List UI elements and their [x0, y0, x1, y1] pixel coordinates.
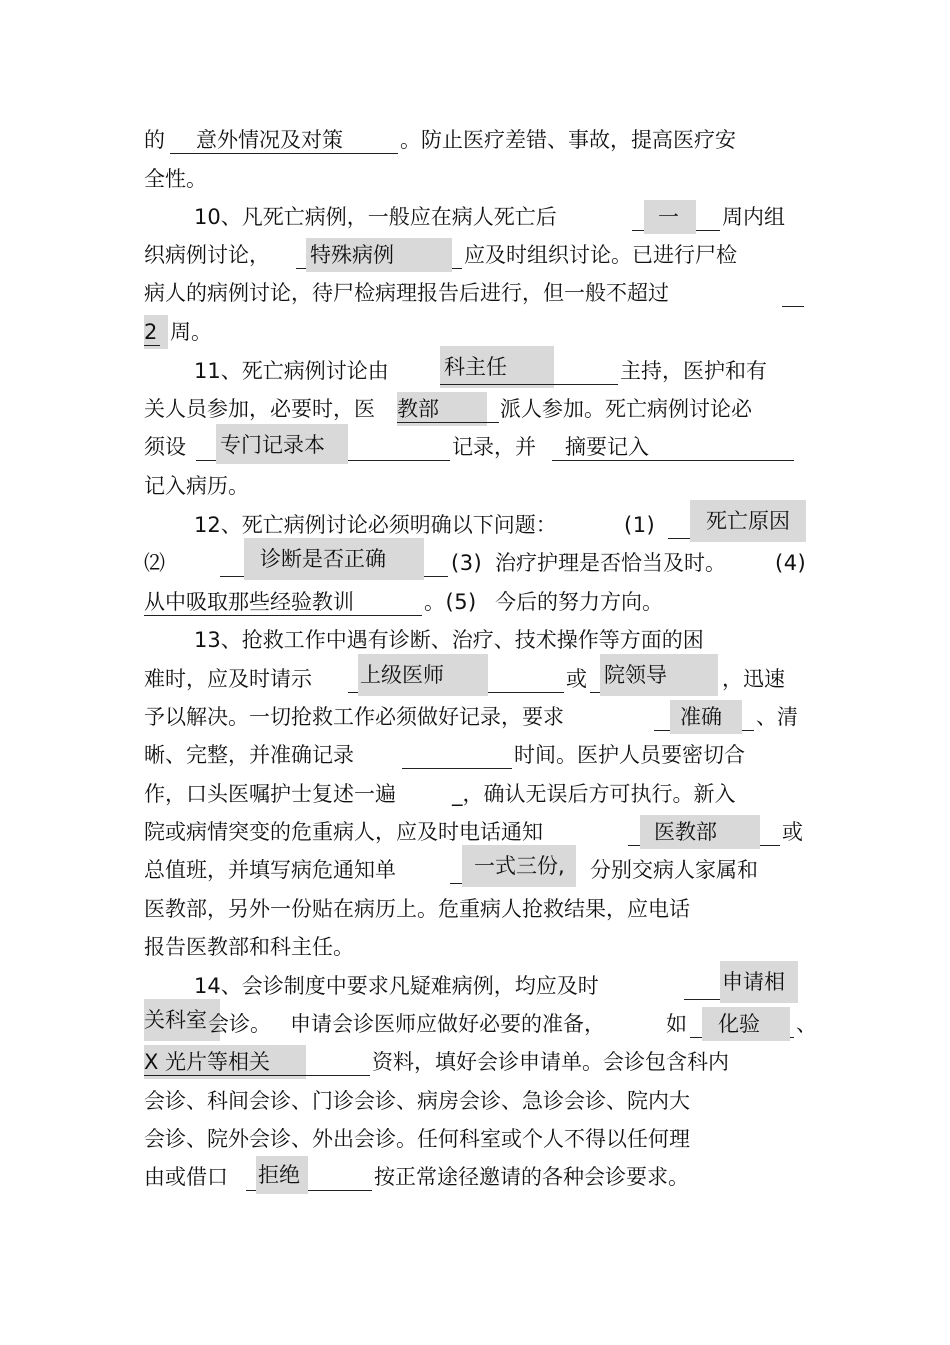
answer-blank	[144, 1045, 306, 1079]
text: 主持，医护和有	[620, 359, 767, 383]
answer-blank	[440, 346, 554, 388]
text: 全性。	[144, 167, 207, 191]
text: 或	[566, 667, 587, 691]
text: 。(5)	[424, 590, 477, 614]
text: 时间。医护人员要密切合	[514, 743, 745, 767]
underline	[144, 1075, 370, 1076]
answer-blank	[216, 424, 348, 464]
text: 资料，填好会诊申请单。会诊包含科内	[372, 1050, 729, 1074]
underline	[402, 768, 512, 769]
answer-text: 诊断是否正确	[260, 547, 386, 571]
text: (1)	[624, 513, 656, 537]
answer-blank	[670, 700, 742, 734]
answer-text: 2	[144, 320, 158, 344]
underline	[397, 422, 499, 423]
answer-text: 一	[658, 205, 679, 229]
answer-blank	[640, 815, 760, 849]
text: 、	[796, 1012, 817, 1036]
text: 周。	[170, 320, 212, 344]
underline	[440, 384, 618, 385]
text: 病人的病例讨论，待尸检病理报告后进行，但一般不超过	[144, 281, 669, 305]
answer-blank	[144, 315, 168, 349]
text: (4)	[775, 551, 807, 575]
text: 院或病情突变的危重病人，应及时电话通知	[144, 820, 543, 844]
answer-blank	[170, 123, 398, 157]
underline	[144, 615, 422, 616]
answer-text: 死亡原因	[706, 509, 790, 533]
text: 总值班，并填写病危通知单	[144, 858, 396, 882]
answer-blank	[600, 654, 718, 696]
text: 应及时组织讨论。已进行尸检	[464, 243, 737, 267]
answer-text: 准确	[680, 705, 722, 729]
text: 今后的努力方向。	[495, 590, 663, 614]
text: 治疗护理是否恰当及时。	[495, 551, 726, 575]
answer-blank	[397, 392, 487, 426]
answer-text: 意外情况及对策	[196, 128, 343, 152]
answer-text: X 光片等相关	[144, 1050, 271, 1074]
text: 报告医教部和科主任。	[144, 935, 354, 959]
text: 难时，应及时请示	[144, 667, 312, 691]
answer-text: 一式三份,	[474, 854, 565, 878]
text: 如	[666, 1012, 687, 1036]
underline	[552, 460, 794, 461]
answer-blank	[690, 500, 806, 542]
answer-text: 科主任	[444, 355, 507, 379]
text: 10、凡死亡病例，一般应在病人死亡后	[194, 205, 557, 229]
answer-text: 特殊病例	[310, 243, 394, 267]
answer-text: 教部	[397, 397, 439, 421]
answer-blank	[256, 1156, 308, 1194]
answer-blank	[702, 1007, 790, 1041]
text: 作，口头医嘱护士复述一遍	[144, 782, 396, 806]
text: 予以解决。一切抢救工作必须做好记录，要求	[144, 705, 564, 729]
text: 医教部，另外一份贴在病历上。危重病人抢救结果，应电话	[144, 897, 690, 921]
text: 晰、完整，并准确记录	[144, 743, 354, 767]
text: 周内组	[722, 205, 785, 229]
answer-blank	[462, 845, 576, 887]
underline	[170, 153, 398, 154]
answer-text: 专门记录本	[220, 433, 325, 457]
answer-text: 化验	[718, 1012, 760, 1036]
text: 由或借口	[144, 1165, 228, 1189]
text: 14、会诊制度中要求凡疑难病例，均应及时	[194, 974, 599, 998]
text: 或	[782, 820, 803, 844]
text: 分别交病人家属和	[590, 858, 758, 882]
underline	[144, 345, 160, 346]
text: 申请会诊医师应做好必要的准备，	[290, 1012, 605, 1036]
text: 、清	[756, 705, 798, 729]
text: 派人参加。死亡病例讨论必	[500, 397, 752, 421]
answer-text: 关科室	[144, 1008, 207, 1032]
text: 记录，并	[452, 435, 536, 459]
text: 会诊。	[208, 1012, 271, 1036]
text: 会诊、院外会诊、外出会诊。任何科室或个人不得以任何理	[144, 1127, 690, 1151]
answer-text: 上级医师	[360, 663, 444, 687]
text: 从中吸取那些经验教训	[144, 590, 354, 614]
text: ⑵	[144, 551, 165, 575]
text: 11、死亡病例讨论由	[194, 359, 389, 383]
text: 织病例讨论，	[144, 243, 270, 267]
text: 记入病历。	[144, 474, 249, 498]
answer-blank	[358, 654, 488, 696]
underline	[782, 306, 804, 307]
answer-text: 拒绝	[258, 1163, 300, 1187]
answer-text: 医教部	[654, 820, 717, 844]
answer-text: 申请相	[722, 970, 785, 994]
text: 须设	[144, 435, 186, 459]
text: 会诊、科间会诊、门诊会诊、病房会诊、急诊会诊、院内大	[144, 1089, 690, 1113]
answer-blank	[244, 538, 424, 580]
text: _，确认无误后方可执行。新入	[452, 782, 736, 806]
text: 关人员参加，必要时，医	[144, 397, 375, 421]
text: ，迅速	[722, 667, 785, 691]
answer-blank	[720, 961, 798, 1003]
text: 12、死亡病例讨论必须明确以下问题：	[194, 513, 557, 537]
answer-text: 院领导	[604, 663, 667, 687]
answer-blank	[644, 200, 696, 234]
text: (3)	[451, 551, 483, 575]
answer-blank	[306, 238, 452, 272]
text: 的	[144, 128, 165, 152]
text: 。防止医疗差错、事故，提高医疗安	[400, 128, 736, 152]
text: 13、抢救工作中遇有诊断、治疗、技术操作等方面的困	[194, 628, 704, 652]
text: 摘要记入	[565, 435, 649, 459]
text: 按正常途径邀请的各种会诊要求。	[374, 1165, 689, 1189]
